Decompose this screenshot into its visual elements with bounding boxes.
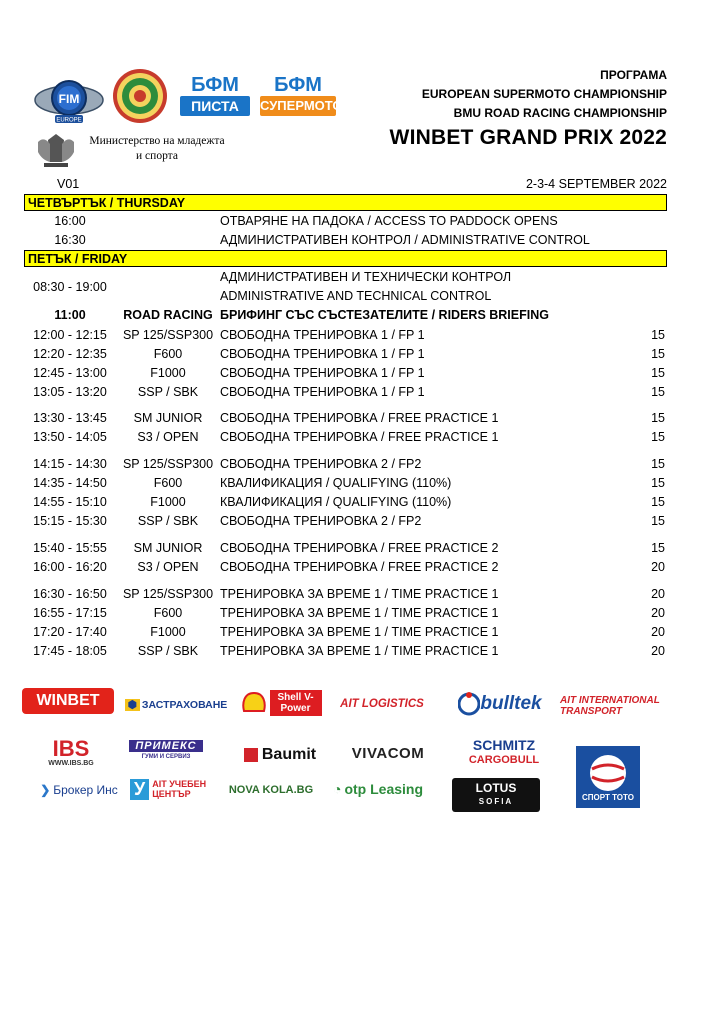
row-laps: 20: [651, 587, 665, 601]
shell-logo: [236, 688, 326, 718]
table-row: [24, 604, 667, 623]
table-row: [24, 428, 667, 447]
row-time: 15:15 - 15:30: [33, 514, 107, 528]
row-time: 08:30 - 19:00: [33, 280, 107, 294]
lotus-sub: SOFIA: [478, 797, 514, 806]
row-class: F1000: [150, 366, 186, 380]
row-laps: 15: [651, 514, 665, 528]
baumit-text: Baumit: [261, 746, 317, 763]
schmitz-logo: [454, 736, 554, 770]
bulltek-logo: [458, 686, 542, 722]
row-laps: 15: [651, 430, 665, 444]
globe-icon: [588, 753, 628, 793]
bfm-pista-top: БФМ: [191, 74, 239, 96]
otp-leasing-logo: [328, 778, 428, 800]
table-row: [24, 455, 667, 474]
row-laps: 15: [651, 457, 665, 471]
row-laps: 15: [651, 347, 665, 361]
row-class: ROAD RACING: [123, 308, 213, 322]
row-laps: 15: [651, 541, 665, 555]
primeks-text: ПРИМЕКС: [129, 740, 202, 752]
row-class: F1000: [150, 625, 186, 639]
row-time: 12:20 - 12:35: [33, 347, 107, 361]
row-desc: АДМИНИСТРАТИВЕН И ТЕХНИЧЕСКИ КОНТРОЛ: [220, 270, 512, 284]
broker-text: Брокер Инс: [53, 783, 118, 797]
row-time: 11:00: [54, 308, 86, 322]
row-time: 17:45 - 18:05: [33, 644, 107, 658]
bulltek-text: bulltek: [480, 693, 542, 714]
ibs-url: WWW.IBS.BG: [48, 760, 94, 767]
row-desc: ТРЕНИРОВКА ЗА ВРЕМЕ 1 / TIME PRACTICE 1: [220, 625, 499, 639]
bulltek-icon: [458, 690, 480, 718]
row-desc: СВОБОДНА ТРЕНИРОВКА / FREE PRACTICE 1: [220, 411, 499, 425]
row-desc: ТРЕНИРОВКА ЗА ВРЕМЕ 1 / TIME PRACTICE 1: [220, 644, 499, 658]
row-desc: КВАЛИФИКАЦИЯ / QUALIFYING (110%): [220, 476, 452, 490]
row-laps: 15: [651, 328, 665, 342]
table-row: [24, 345, 667, 364]
bulgarian-coat-of-arms-icon: [34, 132, 78, 168]
lotus-text: LOTUS: [475, 781, 517, 795]
table-row: [24, 512, 667, 531]
row-time: 13:50 - 14:05: [33, 430, 107, 444]
row-time: 12:45 - 13:00: [33, 366, 107, 380]
row-desc: СВОБОДНА ТРЕНИРОВКА / FREE PRACTICE 2: [220, 560, 499, 574]
row-desc: СВОБОДНА ТРЕНИРОВКА 1 / FP 1: [220, 366, 425, 380]
row-class: SSP / SBK: [137, 514, 199, 528]
cargobull-text: CARGOBULL: [468, 754, 540, 766]
row-class: SP 125/SSP300: [122, 328, 214, 342]
row-desc: БРИФИНГ СЪС СЪСТЕЗАТЕЛИТЕ / RIDERS BRIEFING: [220, 308, 549, 322]
row-desc: СВОБОДНА ТРЕНИРОВКА / FREE PRACTICE 1: [220, 430, 499, 444]
row-class: S3 / OPEN: [137, 430, 199, 444]
row-laps: 20: [651, 560, 665, 574]
vivacom-logo: VIVACOM: [351, 744, 425, 762]
sport-toto-logo: [576, 746, 640, 808]
ibs-text: IBS: [52, 736, 90, 761]
row-class: S3 / OPEN: [137, 560, 199, 574]
row-class: F600: [153, 606, 183, 620]
ministry-line1: Министерство на младежта: [89, 135, 225, 147]
row-time: 13:30 - 13:45: [33, 411, 107, 425]
table-row: [24, 364, 667, 383]
otp-text: otp Leasing: [344, 781, 424, 797]
zastrahovane-logo: [127, 694, 228, 716]
event-title: WINBET GRAND PRIX 2022: [389, 126, 667, 149]
table-row: [24, 642, 667, 661]
table-row: [24, 383, 667, 402]
row-desc: СВОБОДНА ТРЕНИРОВКА / FREE PRACTICE 2: [220, 541, 499, 555]
row-time: 16:00: [54, 214, 86, 228]
version-label: V01: [57, 177, 80, 191]
row-time: 16:30: [54, 233, 86, 247]
baumit-logo: [236, 743, 324, 767]
row-time: 14:55 - 15:10: [33, 495, 107, 509]
fim-europe-logo: [34, 72, 104, 128]
ait-center-logo: [130, 776, 216, 802]
ministry-text: [82, 134, 232, 164]
briefing-row: [24, 306, 667, 325]
table-row: [24, 212, 667, 231]
sport-toto-text: СПОРТ ТОТО: [582, 792, 634, 802]
ministry-logo: [34, 132, 234, 168]
row-time: 14:15 - 14:30: [33, 457, 107, 471]
program-label: ПРОГРАМА: [600, 68, 667, 82]
shell-text: Shell V-Power: [270, 690, 322, 716]
row-desc: КВАЛИФИКАЦИЯ / QUALIFYING (110%): [220, 495, 452, 509]
primeks-sub: ГУМИ И СЕРВИЗ: [141, 754, 191, 760]
baumit-icon: [244, 748, 258, 762]
row-class: SSP / SBK: [137, 644, 199, 658]
row-class: F600: [153, 476, 183, 490]
shell-icon: [241, 691, 267, 715]
row-laps: 15: [651, 495, 665, 509]
row-time: 17:20 - 17:40: [33, 625, 107, 639]
row-time: 16:00 - 16:20: [33, 560, 107, 574]
row-desc: СВОБОДНА ТРЕНИРОВКА 2 / FP2: [220, 457, 422, 471]
row-laps: 15: [651, 411, 665, 425]
lotus-sofia-logo: [452, 778, 540, 812]
row-laps: 20: [651, 625, 665, 639]
broker-icon: ❯: [40, 783, 51, 797]
zastrahovane-text: ЗАСТРАХОВАНЕ: [141, 699, 228, 711]
ministry-line2: и спорта: [136, 150, 178, 162]
winbet-logo: WINBET: [22, 688, 114, 714]
otp-icon: ◔: [332, 781, 342, 797]
table-row: [24, 326, 667, 345]
bfm-pista-bottom: ПИСТА: [180, 96, 250, 116]
row-class: F600: [153, 347, 183, 361]
row-class: SSP / SBK: [137, 385, 199, 399]
row-time: 16:55 - 17:15: [33, 606, 107, 620]
table-row: [24, 585, 667, 604]
row-laps: 20: [651, 606, 665, 620]
table-row: [24, 493, 667, 512]
row-laps: 15: [651, 366, 665, 380]
row-desc: СВОБОДНА ТРЕНИРОВКА 1 / FP 1: [220, 385, 425, 399]
shield-icon: ⬢: [125, 699, 140, 711]
row-class: F1000: [150, 495, 186, 509]
row-class: SP 125/SSP300: [122, 587, 214, 601]
championship-2: BMU ROAD RACING CHAMPIONSHIP: [453, 106, 667, 120]
ibs-logo: [32, 738, 110, 768]
fim-logo-text: FIM: [58, 92, 80, 106]
ait-logistics-logo: AIT LOGISTICS: [340, 698, 424, 710]
row-time: 12:00 - 12:15: [33, 328, 107, 342]
row-class: SM JUNIOR: [133, 411, 203, 425]
row-desc: ТРЕНИРОВКА ЗА ВРЕМЕ 1 / TIME PRACTICE 1: [220, 587, 499, 601]
ait-transport-logo: AIT INTERNATIONAL TRANSPORT: [560, 695, 660, 717]
table-row: [24, 268, 667, 306]
friday-header: ПЕТЪК / FRIDAY: [24, 250, 667, 267]
thursday-header: ЧЕТВЪРТЪК / THURSDAY: [24, 194, 667, 211]
u-icon: У: [130, 779, 149, 800]
row-time: 14:35 - 14:50: [33, 476, 107, 490]
bfm-seal-logo: [112, 68, 168, 124]
novakola-logo: NOVA KOLA.BG: [228, 784, 314, 796]
primeks-logo: [120, 741, 212, 761]
fim-logo-subtext: EUROPE: [56, 117, 82, 124]
row-desc: ОТВАРЯНЕ НА ПАДОКА / ACCESS TO PADDOCK OPENS: [220, 214, 558, 228]
table-row: [24, 409, 667, 428]
row-desc: СВОБОДНА ТРЕНИРОВКА 2 / FP2: [220, 514, 422, 528]
row-desc: СВОБОДНА ТРЕНИРОВКА 1 / FP 1: [220, 347, 425, 361]
row-class: SP 125/SSP300: [122, 457, 214, 471]
bfm-supermoto-bottom: СУПЕРМОТО: [260, 96, 336, 116]
table-row: [24, 474, 667, 493]
ait-center-text: AIT УЧЕБЕН ЦЕНТЪР: [152, 779, 207, 799]
row-time: 16:30 - 16:50: [33, 587, 107, 601]
row-desc: ТРЕНИРОВКА ЗА ВРЕМЕ 1 / TIME PRACTICE 1: [220, 606, 499, 620]
table-row: [24, 539, 667, 558]
table-row: [24, 623, 667, 642]
row-class: SM JUNIOR: [133, 541, 203, 555]
row-laps: 20: [651, 644, 665, 658]
broker-ins-logo: [34, 780, 124, 800]
bfm-supermoto-top: БФМ: [274, 74, 322, 96]
row-laps: 15: [651, 385, 665, 399]
row-time: 13:05 - 13:20: [33, 385, 107, 399]
event-dates: 2-3-4 SEPTEMBER 2022: [525, 177, 667, 191]
bfm-pista-logo: [180, 74, 250, 118]
row-laps: 15: [651, 476, 665, 490]
championship-1: EUROPEAN SUPERMOTO CHAMPIONSHIP: [421, 87, 667, 101]
bfm-supermoto-logo: [260, 74, 343, 118]
table-row: [24, 558, 667, 577]
row-time: 15:40 - 15:55: [33, 541, 107, 555]
row-desc: СВОБОДНА ТРЕНИРОВКА 1 / FP 1: [220, 328, 425, 342]
table-row: [24, 231, 667, 250]
schmitz-text: SCHMITZ: [472, 737, 536, 753]
row-desc: АДМИНИСТРАТИВЕН КОНТРОЛ / ADMINISTRATIVE CONTROL: [220, 233, 590, 247]
row-desc: ADMINISTRATIVE AND TECHNICAL CONTROL: [220, 289, 492, 303]
